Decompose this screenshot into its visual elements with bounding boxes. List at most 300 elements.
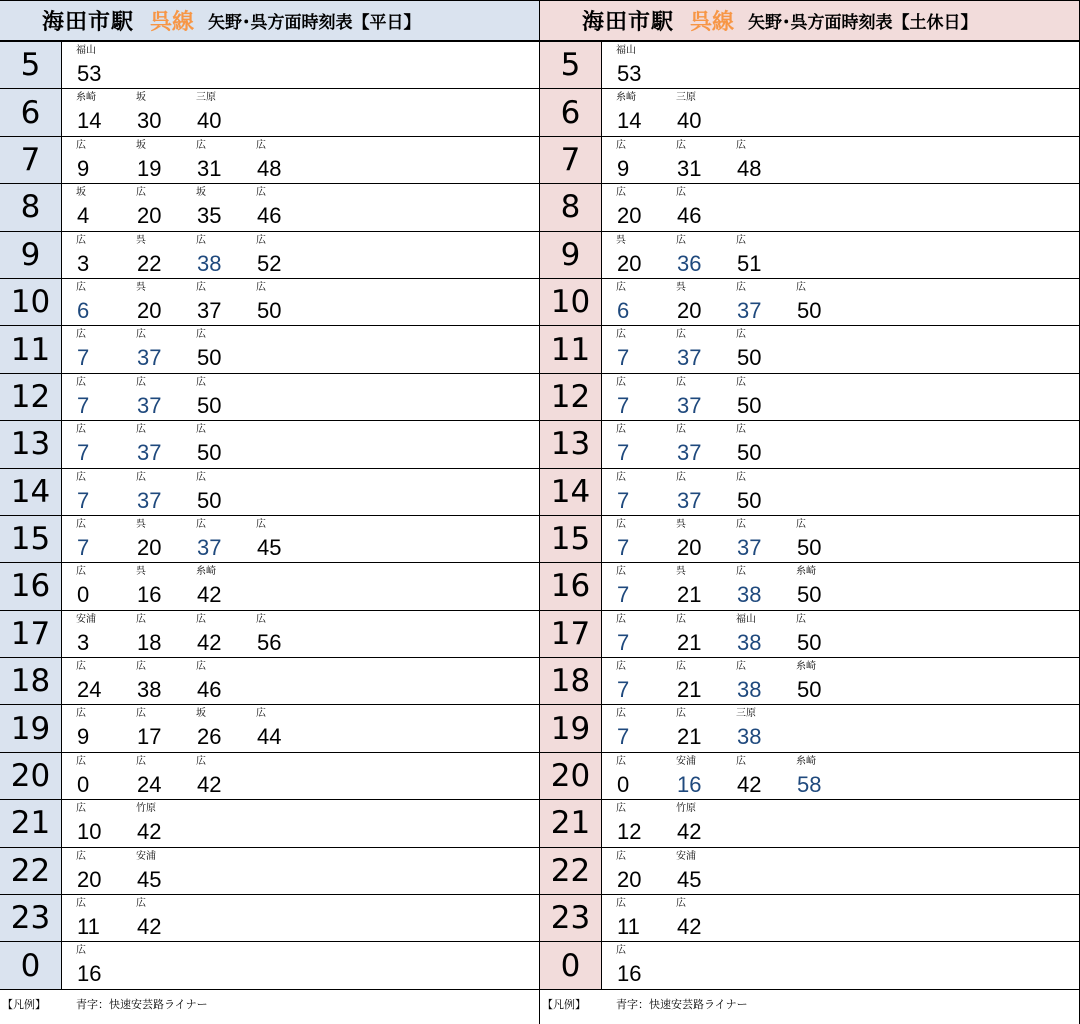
departure-minute: 50: [797, 534, 822, 560]
departure: [122, 469, 178, 515]
hour-label: 16: [0, 563, 62, 609]
departure: [722, 421, 778, 467]
departure: [122, 516, 178, 562]
legend-note: 青字：快速安芸路ライナー: [616, 997, 748, 1011]
destination-label: 広: [676, 613, 686, 625]
destination-label: 広: [616, 708, 626, 720]
destination-label: 広: [76, 898, 86, 910]
departure-minute: 14: [77, 108, 102, 134]
rapid-minute: 37: [677, 392, 702, 418]
departure-minute: 42: [137, 819, 162, 845]
departure: [662, 232, 718, 278]
departure-minute: 19: [137, 155, 162, 181]
destination-label: 広: [616, 139, 626, 151]
destination-label: 竹原: [136, 803, 156, 815]
departure: [62, 326, 118, 372]
hour-label: 0: [540, 942, 602, 988]
destination-label: 呉: [676, 518, 686, 530]
departure: [62, 232, 118, 278]
departure-minute: 53: [617, 61, 642, 86]
hour-label: 18: [0, 658, 62, 704]
hour-label: 19: [0, 705, 62, 751]
destination-label: 福山: [736, 613, 756, 625]
hour-label: 14: [0, 469, 62, 515]
rapid-minute: 6: [617, 297, 630, 323]
hour-rows: [540, 42, 1079, 990]
departure-minute: 56: [257, 629, 282, 655]
rapid-minute: 37: [197, 534, 222, 560]
departure: [242, 184, 298, 230]
departure-minute: 46: [257, 203, 282, 229]
departure-minute: 20: [617, 250, 642, 276]
departure: [602, 469, 658, 515]
departure: [722, 753, 778, 799]
departure: [602, 232, 658, 278]
departure: [182, 89, 238, 135]
rapid-minute: 16: [677, 771, 702, 797]
destination-label: 広: [736, 376, 746, 388]
destination-label: 広: [616, 424, 626, 436]
departure: [782, 611, 838, 657]
destination-label: 広: [616, 187, 626, 199]
hour-label: 20: [0, 753, 62, 799]
departure-minute: 50: [737, 440, 762, 466]
hour-label: 10: [540, 279, 602, 325]
hour-row: [540, 800, 1079, 847]
destination-label: 広: [736, 234, 746, 246]
destination-label: 広: [136, 708, 146, 720]
destination-label: 広: [676, 187, 686, 199]
departure-minute: 3: [77, 629, 90, 655]
destination-label: 広: [616, 945, 626, 957]
rapid-minute: 38: [737, 677, 762, 703]
departure: [122, 753, 178, 799]
hour-row: [0, 184, 539, 231]
hour-row: [0, 326, 539, 373]
hour-label: 12: [0, 374, 62, 420]
departure: [62, 42, 118, 88]
departure-minute: 20: [77, 866, 102, 892]
departure: [62, 516, 118, 562]
destination-label: 広: [616, 281, 626, 293]
rapid-minute: 37: [137, 487, 162, 513]
destination-label: 広: [76, 945, 86, 957]
destination-label: 福山: [616, 45, 636, 56]
hour-label: 16: [540, 563, 602, 609]
destination-label: 広: [616, 755, 626, 767]
departure-minute: 9: [617, 155, 630, 181]
destination-label: 広: [76, 566, 86, 578]
departure: [602, 658, 658, 704]
hour-label: 14: [540, 469, 602, 515]
destination-label: 広: [196, 471, 206, 483]
destination-label: 広: [736, 329, 746, 341]
destination-label: 広: [736, 566, 746, 578]
destination-label: 広: [196, 376, 206, 388]
destination-label: 安浦: [136, 850, 156, 862]
destination-label: 広: [136, 329, 146, 341]
rapid-minute: 7: [617, 345, 630, 371]
legend: [540, 990, 1079, 1018]
departure: [782, 516, 838, 562]
departure: [602, 563, 658, 609]
departure: [242, 279, 298, 325]
rapid-minute: 37: [137, 345, 162, 371]
departure: [782, 658, 838, 704]
departure-minute: 46: [677, 203, 702, 229]
departure: [662, 184, 718, 230]
destination-label: 広: [256, 234, 266, 246]
departure-minute: 21: [677, 677, 702, 703]
departure-minute: 50: [797, 582, 822, 608]
departure: [602, 137, 658, 183]
departure-minute: 45: [137, 866, 162, 892]
destination-label: 広: [196, 518, 206, 530]
departure-minute: 24: [137, 771, 162, 797]
departure: [602, 942, 658, 988]
destination-label: 広: [616, 566, 626, 578]
departure: [62, 895, 118, 941]
departure-minute: 51: [737, 250, 762, 276]
departure: [62, 89, 118, 135]
rapid-minute: 38: [197, 250, 222, 276]
timetable-header: [0, 0, 539, 42]
destination-label: 安浦: [676, 850, 696, 862]
departure-minute: 42: [677, 914, 702, 940]
departure-minute: 50: [197, 392, 222, 418]
rapid-minute: 7: [77, 487, 90, 513]
destination-label: 広: [676, 708, 686, 720]
departure-minute: 40: [677, 108, 702, 134]
departure-minute: 16: [77, 961, 102, 987]
station-name: 海田市駅: [42, 10, 135, 35]
destination-label: 安浦: [76, 613, 96, 625]
destination-label: 広: [136, 187, 146, 199]
destination-label: 広: [616, 518, 626, 530]
departure: [722, 374, 778, 420]
departure-minute: 20: [617, 203, 642, 229]
departure: [62, 563, 118, 609]
departure: [662, 895, 718, 941]
rapid-minute: 7: [617, 440, 630, 466]
rapid-minute: 7: [617, 487, 630, 513]
departure-minute: 50: [797, 677, 822, 703]
departure-minute: 37: [197, 297, 222, 323]
destination-label: 広: [136, 613, 146, 625]
departure: [602, 184, 658, 230]
destination-label: 広: [676, 234, 686, 246]
destination-label: 広: [256, 708, 266, 720]
destination-label: 広: [76, 281, 86, 293]
departure-minute: 50: [257, 297, 282, 323]
departure: [722, 658, 778, 704]
departure-minute: 21: [677, 582, 702, 608]
departure-minute: 50: [797, 297, 822, 323]
destination-label: 広: [676, 661, 686, 673]
departure: [602, 705, 658, 751]
departure-minute: 0: [77, 771, 90, 797]
hour-row: [540, 137, 1079, 184]
destination-label: 呉: [136, 518, 146, 530]
departure-minute: 17: [137, 724, 162, 750]
legend-label: 【凡例】: [2, 997, 46, 1011]
departure: [62, 753, 118, 799]
departure: [722, 232, 778, 278]
departure: [662, 421, 718, 467]
departure: [182, 658, 238, 704]
destination-label: 広: [136, 661, 146, 673]
destination-label: 呉: [136, 234, 146, 246]
departure-minute: 42: [197, 582, 222, 608]
destination-label: 坂: [76, 187, 86, 199]
departure-minute: 16: [617, 961, 642, 987]
hour-row: [0, 611, 539, 658]
direction-title: 矢野･呉方面時刻表【土休日】: [748, 13, 978, 33]
hour-row: [0, 137, 539, 184]
destination-label: 呉: [676, 566, 686, 578]
destination-label: 広: [676, 424, 686, 436]
departure: [122, 800, 178, 846]
hour-row: [0, 421, 539, 468]
destination-label: 広: [76, 329, 86, 341]
destination-label: 呉: [616, 234, 626, 246]
hour-rows: [0, 42, 539, 990]
hour-label: 12: [540, 374, 602, 420]
hour-label: 9: [0, 232, 62, 278]
departure: [122, 895, 178, 941]
destination-label: 安浦: [676, 755, 696, 767]
departure-minute: 44: [257, 724, 282, 750]
departure: [602, 374, 658, 420]
legend: [0, 990, 539, 1018]
departure: [662, 563, 718, 609]
hour-row: [0, 895, 539, 942]
departure: [182, 705, 238, 751]
departure-minute: 0: [77, 582, 90, 608]
departure-minute: 18: [137, 629, 162, 655]
hour-row: [0, 658, 539, 705]
hour-row: [540, 516, 1079, 563]
departure-minute: 50: [737, 345, 762, 371]
rapid-minute: 7: [617, 392, 630, 418]
rapid-minute: 7: [77, 392, 90, 418]
departure: [62, 279, 118, 325]
hour-label: 15: [0, 516, 62, 562]
departure-minute: 48: [257, 155, 282, 181]
departure: [242, 516, 298, 562]
departure-minute: 42: [197, 771, 222, 797]
departure: [242, 611, 298, 657]
departure-minute: 45: [677, 866, 702, 892]
departure: [122, 184, 178, 230]
departure-minute: 45: [257, 534, 282, 560]
departure-minute: 9: [77, 724, 90, 750]
hour-label: 15: [540, 516, 602, 562]
destination-label: 広: [736, 281, 746, 293]
destination-label: 広: [76, 234, 86, 246]
destination-label: 広: [196, 329, 206, 341]
destination-label: 坂: [136, 92, 146, 104]
hour-label: 0: [0, 942, 62, 988]
destination-label: 広: [796, 281, 806, 293]
departure: [722, 611, 778, 657]
rapid-minute: 7: [617, 629, 630, 655]
destination-label: 広: [616, 376, 626, 388]
hour-row: [540, 89, 1079, 136]
departure: [122, 563, 178, 609]
departure: [182, 232, 238, 278]
rapid-minute: 7: [617, 677, 630, 703]
hour-label: 6: [540, 89, 602, 135]
departure-minute: 26: [197, 724, 222, 750]
hour-label: 7: [0, 137, 62, 183]
destination-label: 広: [196, 139, 206, 151]
rapid-minute: 37: [677, 487, 702, 513]
destination-label: 広: [616, 471, 626, 483]
destination-label: 広: [76, 755, 86, 767]
departure: [62, 658, 118, 704]
departure: [782, 279, 838, 325]
departure: [662, 137, 718, 183]
departure-minute: 42: [737, 771, 762, 797]
departure: [662, 516, 718, 562]
destination-label: 広: [796, 613, 806, 625]
rapid-minute: 7: [617, 534, 630, 560]
departure: [182, 184, 238, 230]
hour-label: 17: [0, 611, 62, 657]
legend-label: 【凡例】: [542, 997, 586, 1011]
rapid-minute: 7: [617, 724, 630, 750]
departure-minute: 38: [137, 677, 162, 703]
destination-label: 広: [736, 471, 746, 483]
departure: [662, 753, 718, 799]
departure-minute: 20: [137, 203, 162, 229]
departure: [722, 563, 778, 609]
hour-label: 10: [0, 279, 62, 325]
destination-label: 坂: [136, 139, 146, 151]
departure: [182, 421, 238, 467]
departure: [242, 232, 298, 278]
hour-row: [540, 374, 1079, 421]
departure: [122, 279, 178, 325]
destination-label: 広: [196, 613, 206, 625]
destination-label: 呉: [136, 566, 146, 578]
destination-label: 広: [616, 850, 626, 862]
departure-minute: 42: [197, 629, 222, 655]
departure-minute: 35: [197, 203, 222, 229]
departure: [602, 326, 658, 372]
destination-label: 三原: [676, 92, 696, 104]
departure: [62, 611, 118, 657]
hour-row: [0, 942, 539, 989]
hour-row: [540, 279, 1079, 326]
rapid-minute: 36: [677, 250, 702, 276]
hour-row: [540, 658, 1079, 705]
rapid-minute: 58: [797, 771, 822, 797]
hour-row: [540, 895, 1079, 942]
destination-label: 広: [676, 898, 686, 910]
hour-label: 11: [0, 326, 62, 372]
destination-label: 広: [256, 518, 266, 530]
rapid-minute: 38: [737, 724, 762, 750]
departure: [62, 800, 118, 846]
hour-label: 13: [540, 421, 602, 467]
destination-label: 広: [736, 661, 746, 673]
destination-label: 糸崎: [616, 92, 636, 104]
rapid-minute: 6: [77, 297, 90, 323]
hour-label: 8: [540, 184, 602, 230]
departure-minute: 4: [77, 203, 90, 229]
departure: [602, 611, 658, 657]
departure: [62, 942, 118, 988]
hour-row: [0, 469, 539, 516]
destination-label: 広: [736, 755, 746, 767]
departure-minute: 10: [77, 819, 102, 845]
departure: [182, 611, 238, 657]
rapid-minute: 37: [677, 440, 702, 466]
hour-label: 21: [540, 800, 602, 846]
hour-label: 8: [0, 184, 62, 230]
legend-note: 青字：快速安芸路ライナー: [76, 997, 208, 1011]
departure: [122, 705, 178, 751]
hour-label: 22: [0, 848, 62, 894]
destination-label: 広: [76, 376, 86, 388]
destination-label: 坂: [196, 187, 206, 199]
hour-row: [0, 42, 539, 89]
destination-label: 三原: [196, 92, 216, 104]
hour-row: [0, 279, 539, 326]
departure-minute: 11: [617, 914, 640, 940]
departure: [602, 895, 658, 941]
destination-label: 広: [196, 661, 206, 673]
departure-minute: 50: [197, 345, 222, 371]
destination-label: 広: [136, 898, 146, 910]
destination-label: 広: [136, 376, 146, 388]
rapid-minute: 37: [137, 392, 162, 418]
departure-minute: 46: [197, 677, 222, 703]
departure-minute: 42: [677, 819, 702, 845]
hour-row: [0, 848, 539, 895]
hour-row: [0, 800, 539, 847]
departure-minute: 31: [197, 155, 222, 181]
departure: [782, 753, 838, 799]
hour-row: [540, 563, 1079, 610]
hour-label: 18: [540, 658, 602, 704]
departure-minute: 20: [617, 866, 642, 892]
hour-label: 23: [540, 895, 602, 941]
departure-minute: 20: [137, 534, 162, 560]
destination-label: 広: [76, 471, 86, 483]
departure-minute: 42: [137, 914, 162, 940]
hour-row: [0, 705, 539, 752]
destination-label: 広: [76, 661, 86, 673]
departure: [662, 848, 718, 894]
hour-label: 23: [0, 895, 62, 941]
rapid-minute: 7: [77, 534, 90, 560]
departure-minute: 53: [77, 61, 102, 86]
hour-label: 20: [540, 753, 602, 799]
departure: [122, 658, 178, 704]
destination-label: 竹原: [676, 803, 696, 815]
destination-label: 広: [76, 708, 86, 720]
departure: [182, 326, 238, 372]
departure-minute: 16: [137, 582, 162, 608]
departure-minute: 11: [77, 914, 100, 940]
hour-label: 6: [0, 89, 62, 135]
destination-label: 広: [196, 281, 206, 293]
hour-row: [540, 753, 1079, 800]
departure-minute: 14: [617, 108, 642, 134]
